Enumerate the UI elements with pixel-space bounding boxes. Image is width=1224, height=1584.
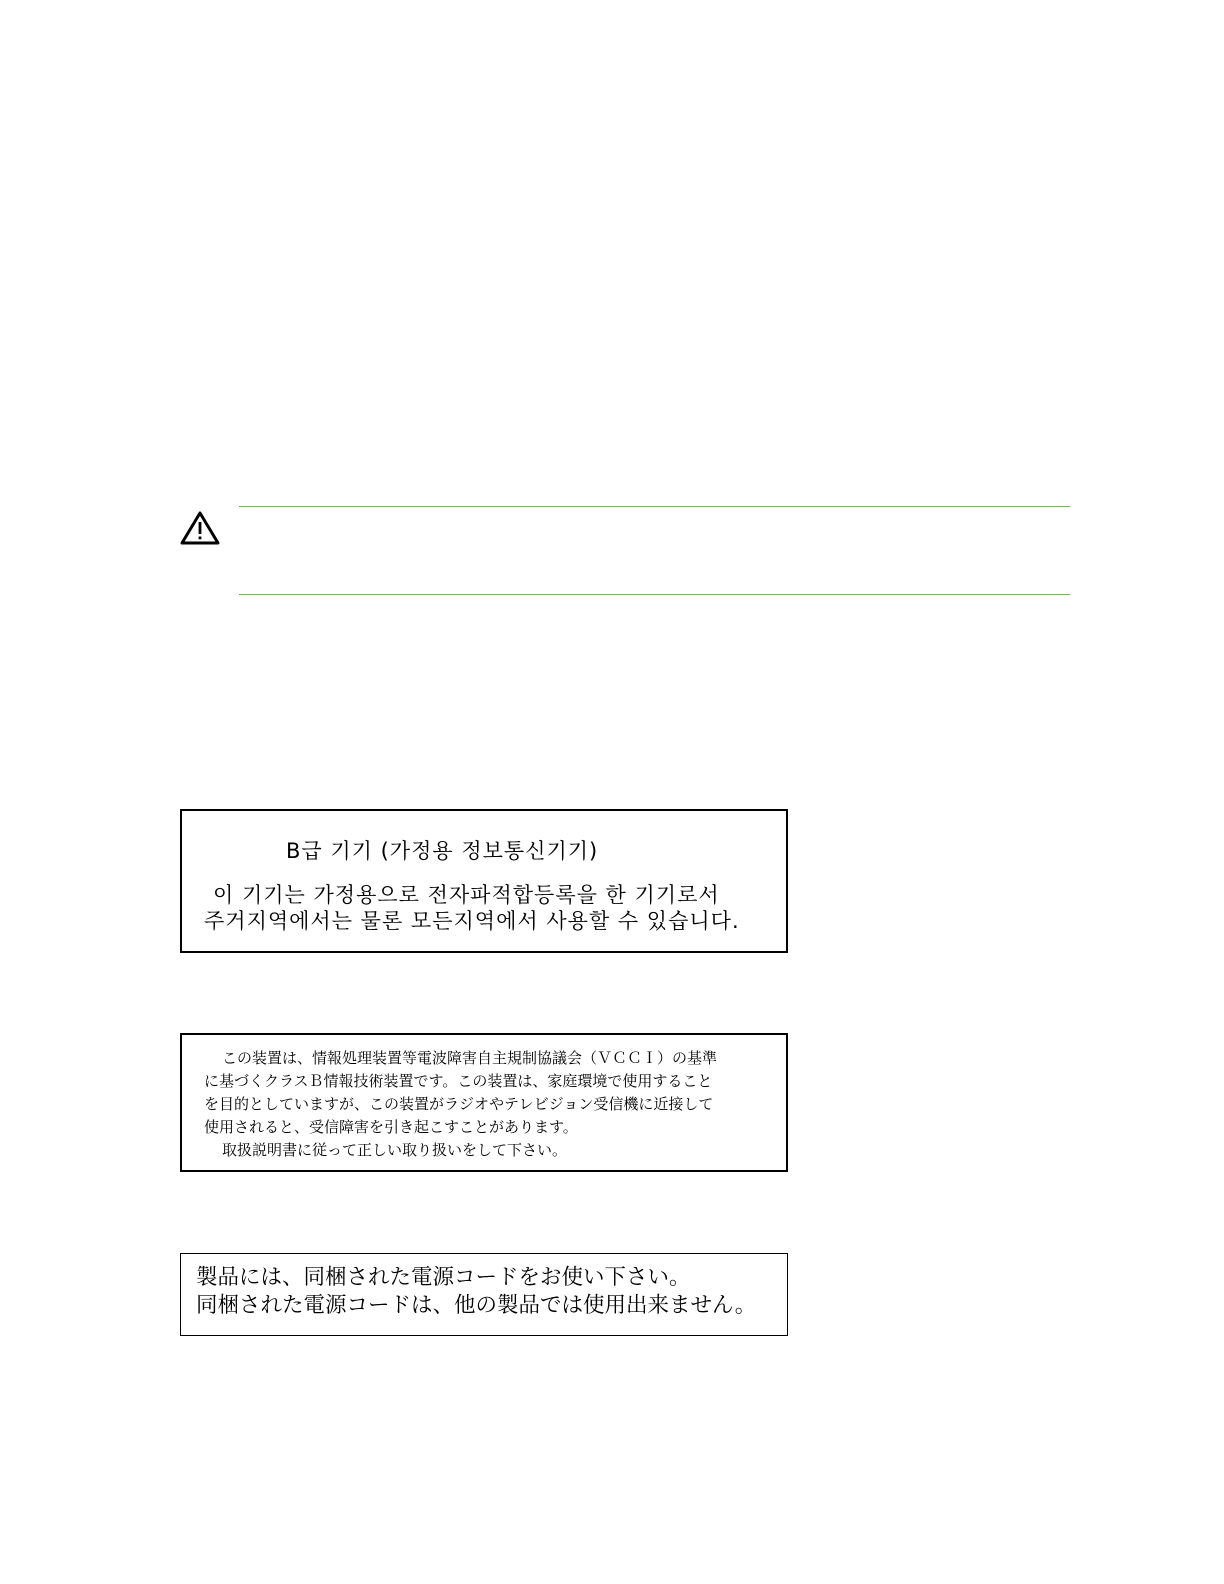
vcci-line: 取扱説明書に従って正しい取り扱いをして下さい。 xyxy=(222,1141,568,1159)
korean-emc-notice-box xyxy=(180,809,788,953)
warning-triangle-icon xyxy=(180,510,220,546)
korean-notice-line-1: 이 기기는 가정용으로 전자파적합등록을 한 기기로서 xyxy=(213,883,720,907)
caution-bottom-rule xyxy=(239,594,1070,595)
vcci-line: に基づくクラスＢ情報技術装置です。この装置は、家庭環境で使用すること xyxy=(204,1072,713,1090)
vcci-line: 使用されると、受信障害を引き起こすことがあります。 xyxy=(204,1118,578,1136)
power-cord-notice-box xyxy=(180,1253,788,1336)
caution-top-rule xyxy=(239,506,1070,507)
vcci-line: この装置は、情報処理装置等電波障害自主規制協議会（ＶＣＣＩ）の基準 xyxy=(222,1049,718,1067)
korean-notice-line-2: 주거지역에서는 물론 모든지역에서 사용할 수 있습니다. xyxy=(204,909,740,933)
caution-block xyxy=(180,506,1070,596)
caution-body xyxy=(239,518,1070,588)
korean-notice-title: B급 기기 (가정용 정보통신기기) xyxy=(286,839,599,863)
power-cord-line: 製品には、同梱された電源コードをお使い下さい。 xyxy=(196,1265,691,1290)
vcci-notice-box xyxy=(180,1033,788,1172)
power-cord-line: 同梱された電源コードは、他の製品では使用出来ません。 xyxy=(196,1293,757,1318)
vcci-line: を目的としていますが、この装置がラジオやテレビジョン受信機に近接して xyxy=(204,1095,714,1113)
